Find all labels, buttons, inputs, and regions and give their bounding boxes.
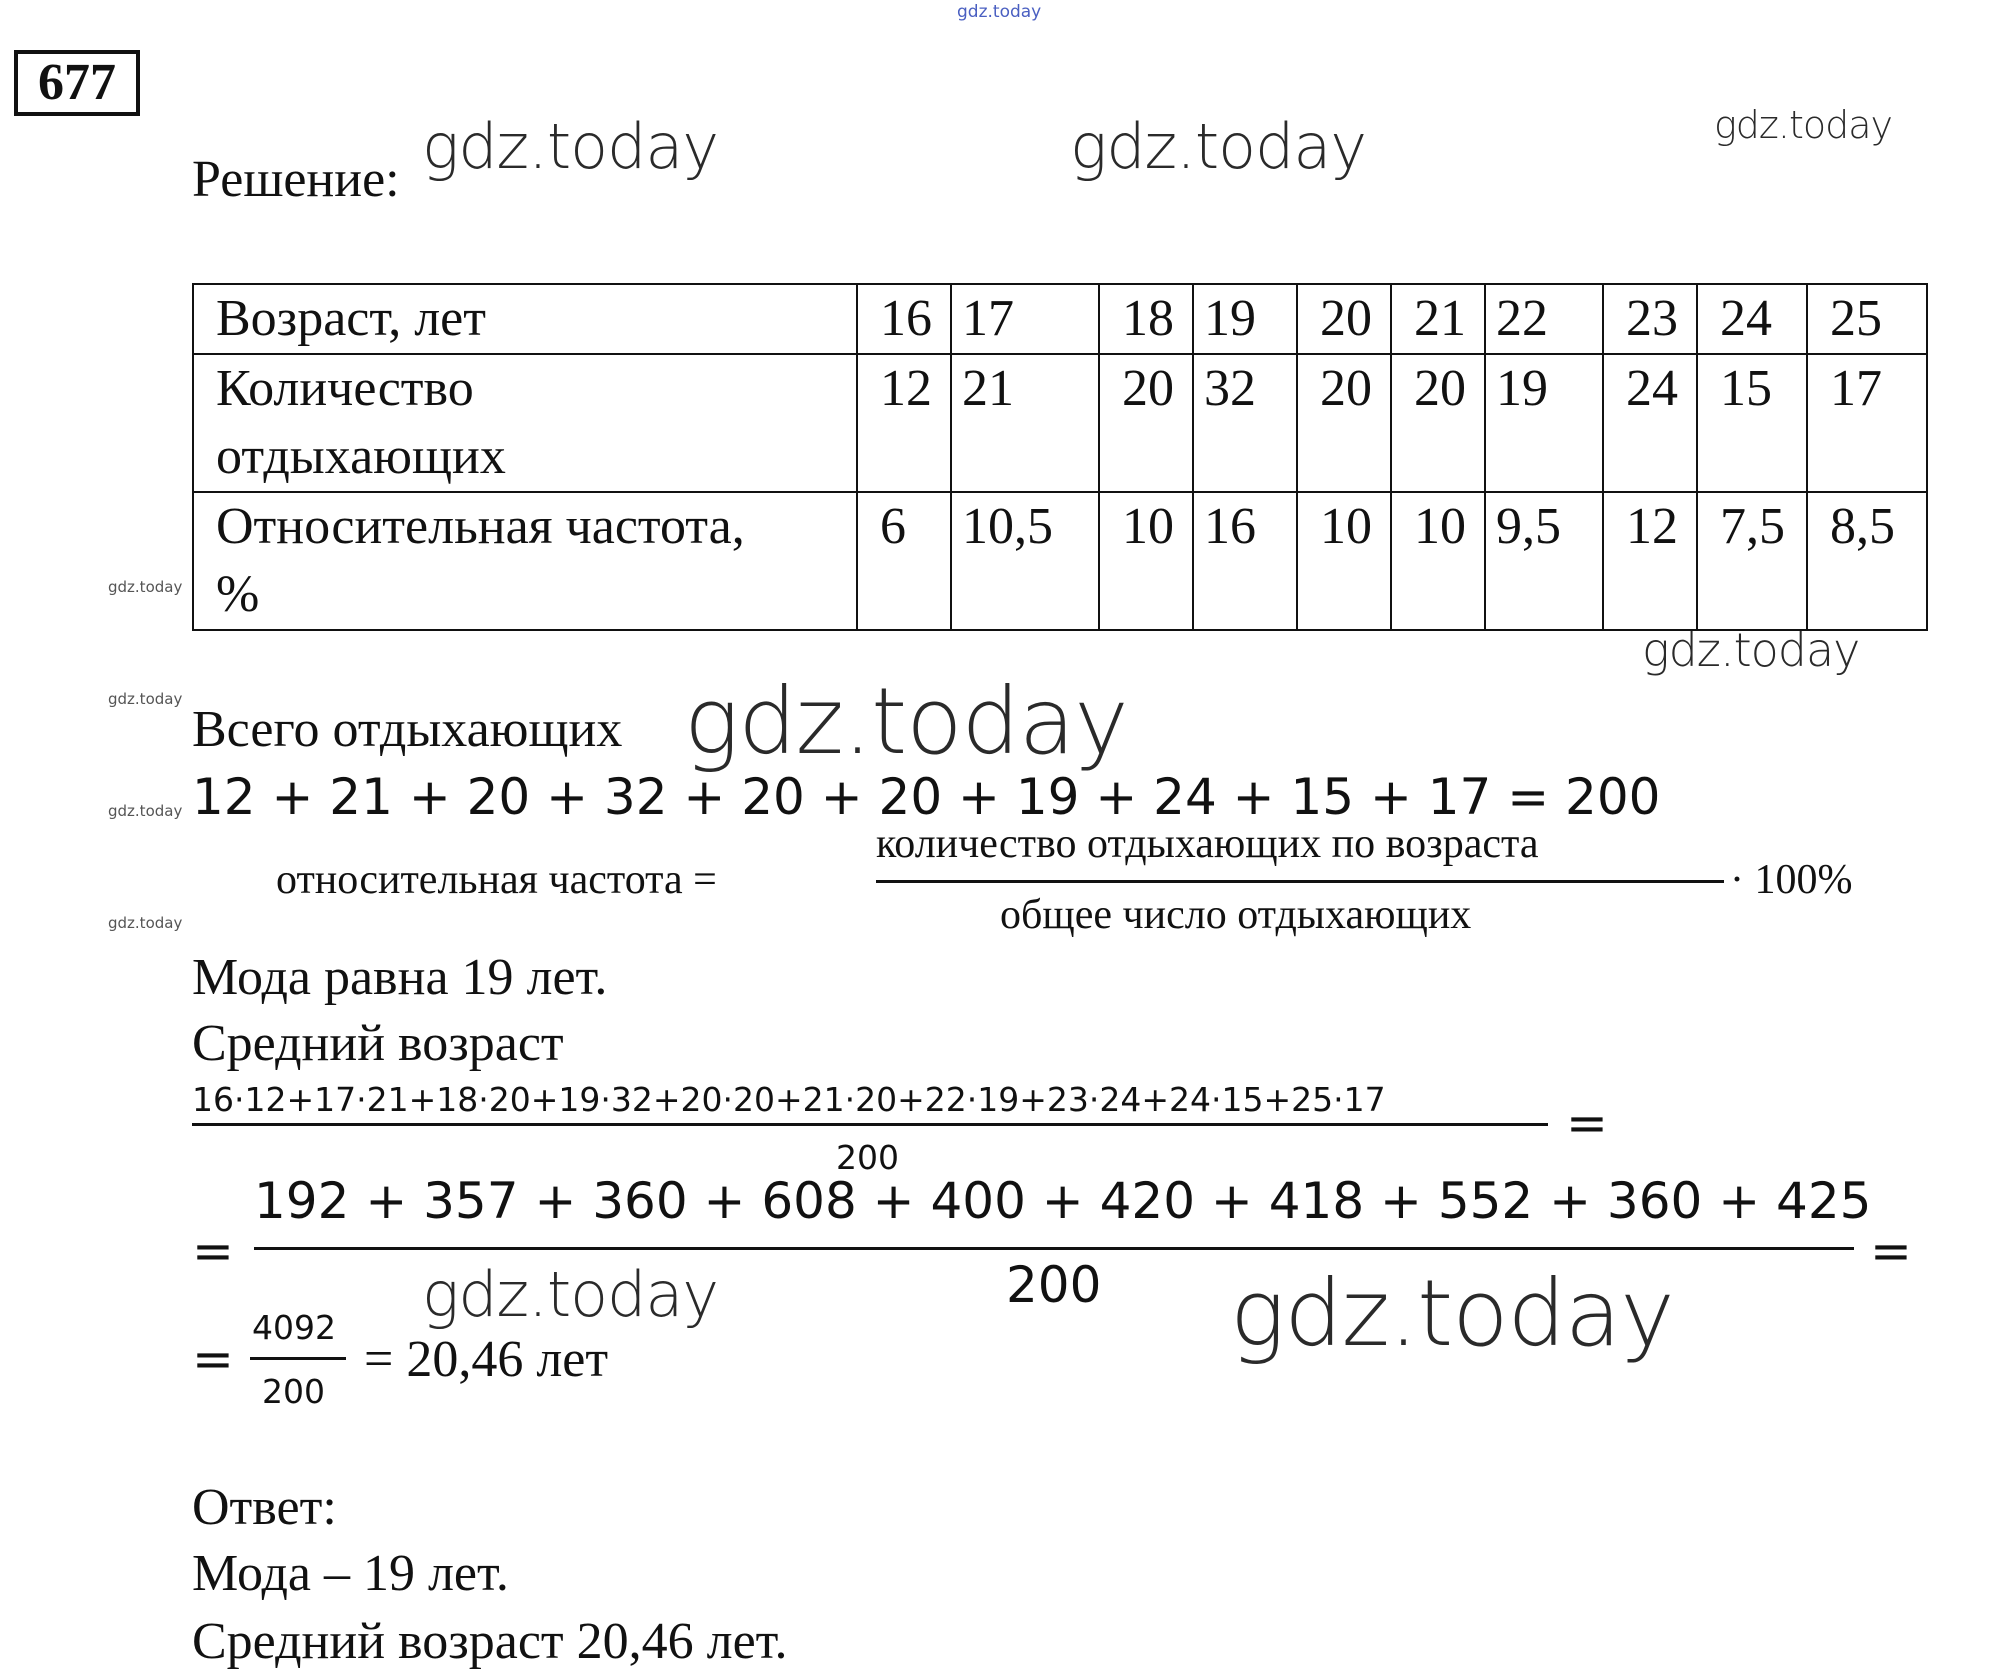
solution-label: Решение: — [192, 151, 400, 208]
rel-freq-denominator: общее число отдыхающих — [1000, 892, 1472, 938]
row-label-line: отдыхающих — [216, 428, 506, 485]
age-frequency-table — [192, 283, 1928, 631]
watermark-small: gdz.today — [108, 578, 183, 596]
mean-step3-numerator: 4092 — [252, 1308, 336, 1347]
row-label-rel-freq — [193, 492, 857, 630]
mean-step2-numerator: 192 + 357 + 360 + 608 + 400 + 420 + 418 + 552 + 360 + 425 — [254, 1172, 1872, 1230]
watermark: gdz.today — [1230, 1260, 1674, 1367]
table-cell: 20 — [1297, 354, 1391, 492]
table-cell: 23 — [1603, 284, 1697, 354]
watermark: gdz.today — [422, 1258, 719, 1331]
mean-step3-fraction-bar — [250, 1357, 346, 1360]
table-cell: 16 — [857, 284, 951, 354]
table-cell: 19 — [1193, 284, 1297, 354]
table-cell: 25 — [1807, 284, 1927, 354]
total-sum: 12 + 21 + 20 + 32 + 20 + 20 + 19 + 24 + 15 + 17 = 200 — [192, 768, 1661, 826]
table-cell: 10 — [1099, 492, 1193, 630]
watermark-small: gdz.today — [108, 690, 183, 708]
mean-step1-equals: = — [1566, 1094, 1608, 1152]
table-cell: 32 — [1193, 354, 1297, 492]
watermark: gdz.today — [422, 110, 719, 183]
table-row — [193, 492, 1927, 630]
watermark-small: gdz.today — [108, 914, 183, 932]
mean-step3-result: = 20,46 лет — [364, 1331, 609, 1388]
answer-mode: Мода – 19 лет. — [192, 1545, 509, 1602]
table-cell: 8,5 — [1807, 492, 1927, 630]
rel-freq-factor: · 100% — [1730, 857, 1853, 903]
row-label-line: Количество — [216, 360, 474, 417]
table-cell: 16 — [1193, 492, 1297, 630]
table-cell: 20 — [1391, 354, 1485, 492]
mean-step1-numerator: 16·12+17·21+18·20+19·32+20·20+21·20+22·19+23·24+24·15+25·17 — [192, 1080, 1386, 1119]
table-cell: 12 — [1603, 492, 1697, 630]
table-cell: 17 — [951, 284, 1099, 354]
table-cell: 10,5 — [951, 492, 1099, 630]
table-cell: 20 — [1099, 354, 1193, 492]
table-cell: 7,5 — [1697, 492, 1807, 630]
table-cell: 21 — [1391, 284, 1485, 354]
table-cell: 10 — [1297, 492, 1391, 630]
mean-step2-fraction-bar — [254, 1247, 1854, 1250]
rel-freq-numerator: количество отдыхающих по возраста — [876, 821, 1539, 867]
rel-freq-fraction-bar — [876, 880, 1724, 883]
table-row — [193, 284, 1927, 354]
watermark: gdz.today — [1642, 623, 1860, 677]
table-cell: 12 — [857, 354, 951, 492]
table-cell: 18 — [1099, 284, 1193, 354]
row-label-count — [193, 354, 857, 492]
table-cell: 24 — [1603, 354, 1697, 492]
rel-freq-lhs: относительная частота = — [276, 857, 717, 903]
row-label-line: % — [216, 566, 260, 623]
mean-label: Средний возраст — [192, 1015, 564, 1072]
table-row — [193, 354, 1927, 492]
table-cell: 17 — [1807, 354, 1927, 492]
mode-text: Мода равна 19 лет. — [192, 949, 608, 1006]
mean-step3-denominator: 200 — [262, 1372, 325, 1411]
watermark-small: gdz.today — [108, 802, 183, 820]
top-watermark: gdz.today — [957, 2, 1042, 22]
row-label-age: Возраст, лет — [193, 284, 857, 354]
table-cell: 6 — [857, 492, 951, 630]
table-cell: 22 — [1485, 284, 1603, 354]
watermark: gdz.today — [1714, 103, 1892, 147]
mean-step1-fraction-bar — [192, 1123, 1548, 1126]
mean-step2-equals: = — [1870, 1222, 1912, 1280]
table-cell: 10 — [1391, 492, 1485, 630]
table-cell: 9,5 — [1485, 492, 1603, 630]
table-cell: 15 — [1697, 354, 1807, 492]
answer-label: Ответ: — [192, 1479, 337, 1536]
watermark: gdz.today — [1070, 110, 1367, 183]
table-cell: 21 — [951, 354, 1099, 492]
total-label: Всего отдыхающих — [192, 701, 623, 758]
row-label-line: Относительная частота, — [216, 498, 745, 555]
mean-step3-lead: = — [192, 1330, 234, 1388]
watermark: gdz.today — [684, 668, 1128, 775]
table-cell: 19 — [1485, 354, 1603, 492]
table-cell: 20 — [1297, 284, 1391, 354]
mean-step1-denominator: 200 — [836, 1138, 899, 1177]
mean-step2-denominator: 200 — [1006, 1256, 1102, 1314]
table-cell: 24 — [1697, 284, 1807, 354]
answer-mean: Средний возраст 20,46 лет. — [192, 1613, 788, 1670]
mean-step2-lead: = — [192, 1222, 234, 1280]
problem-number: 677 — [14, 50, 140, 116]
